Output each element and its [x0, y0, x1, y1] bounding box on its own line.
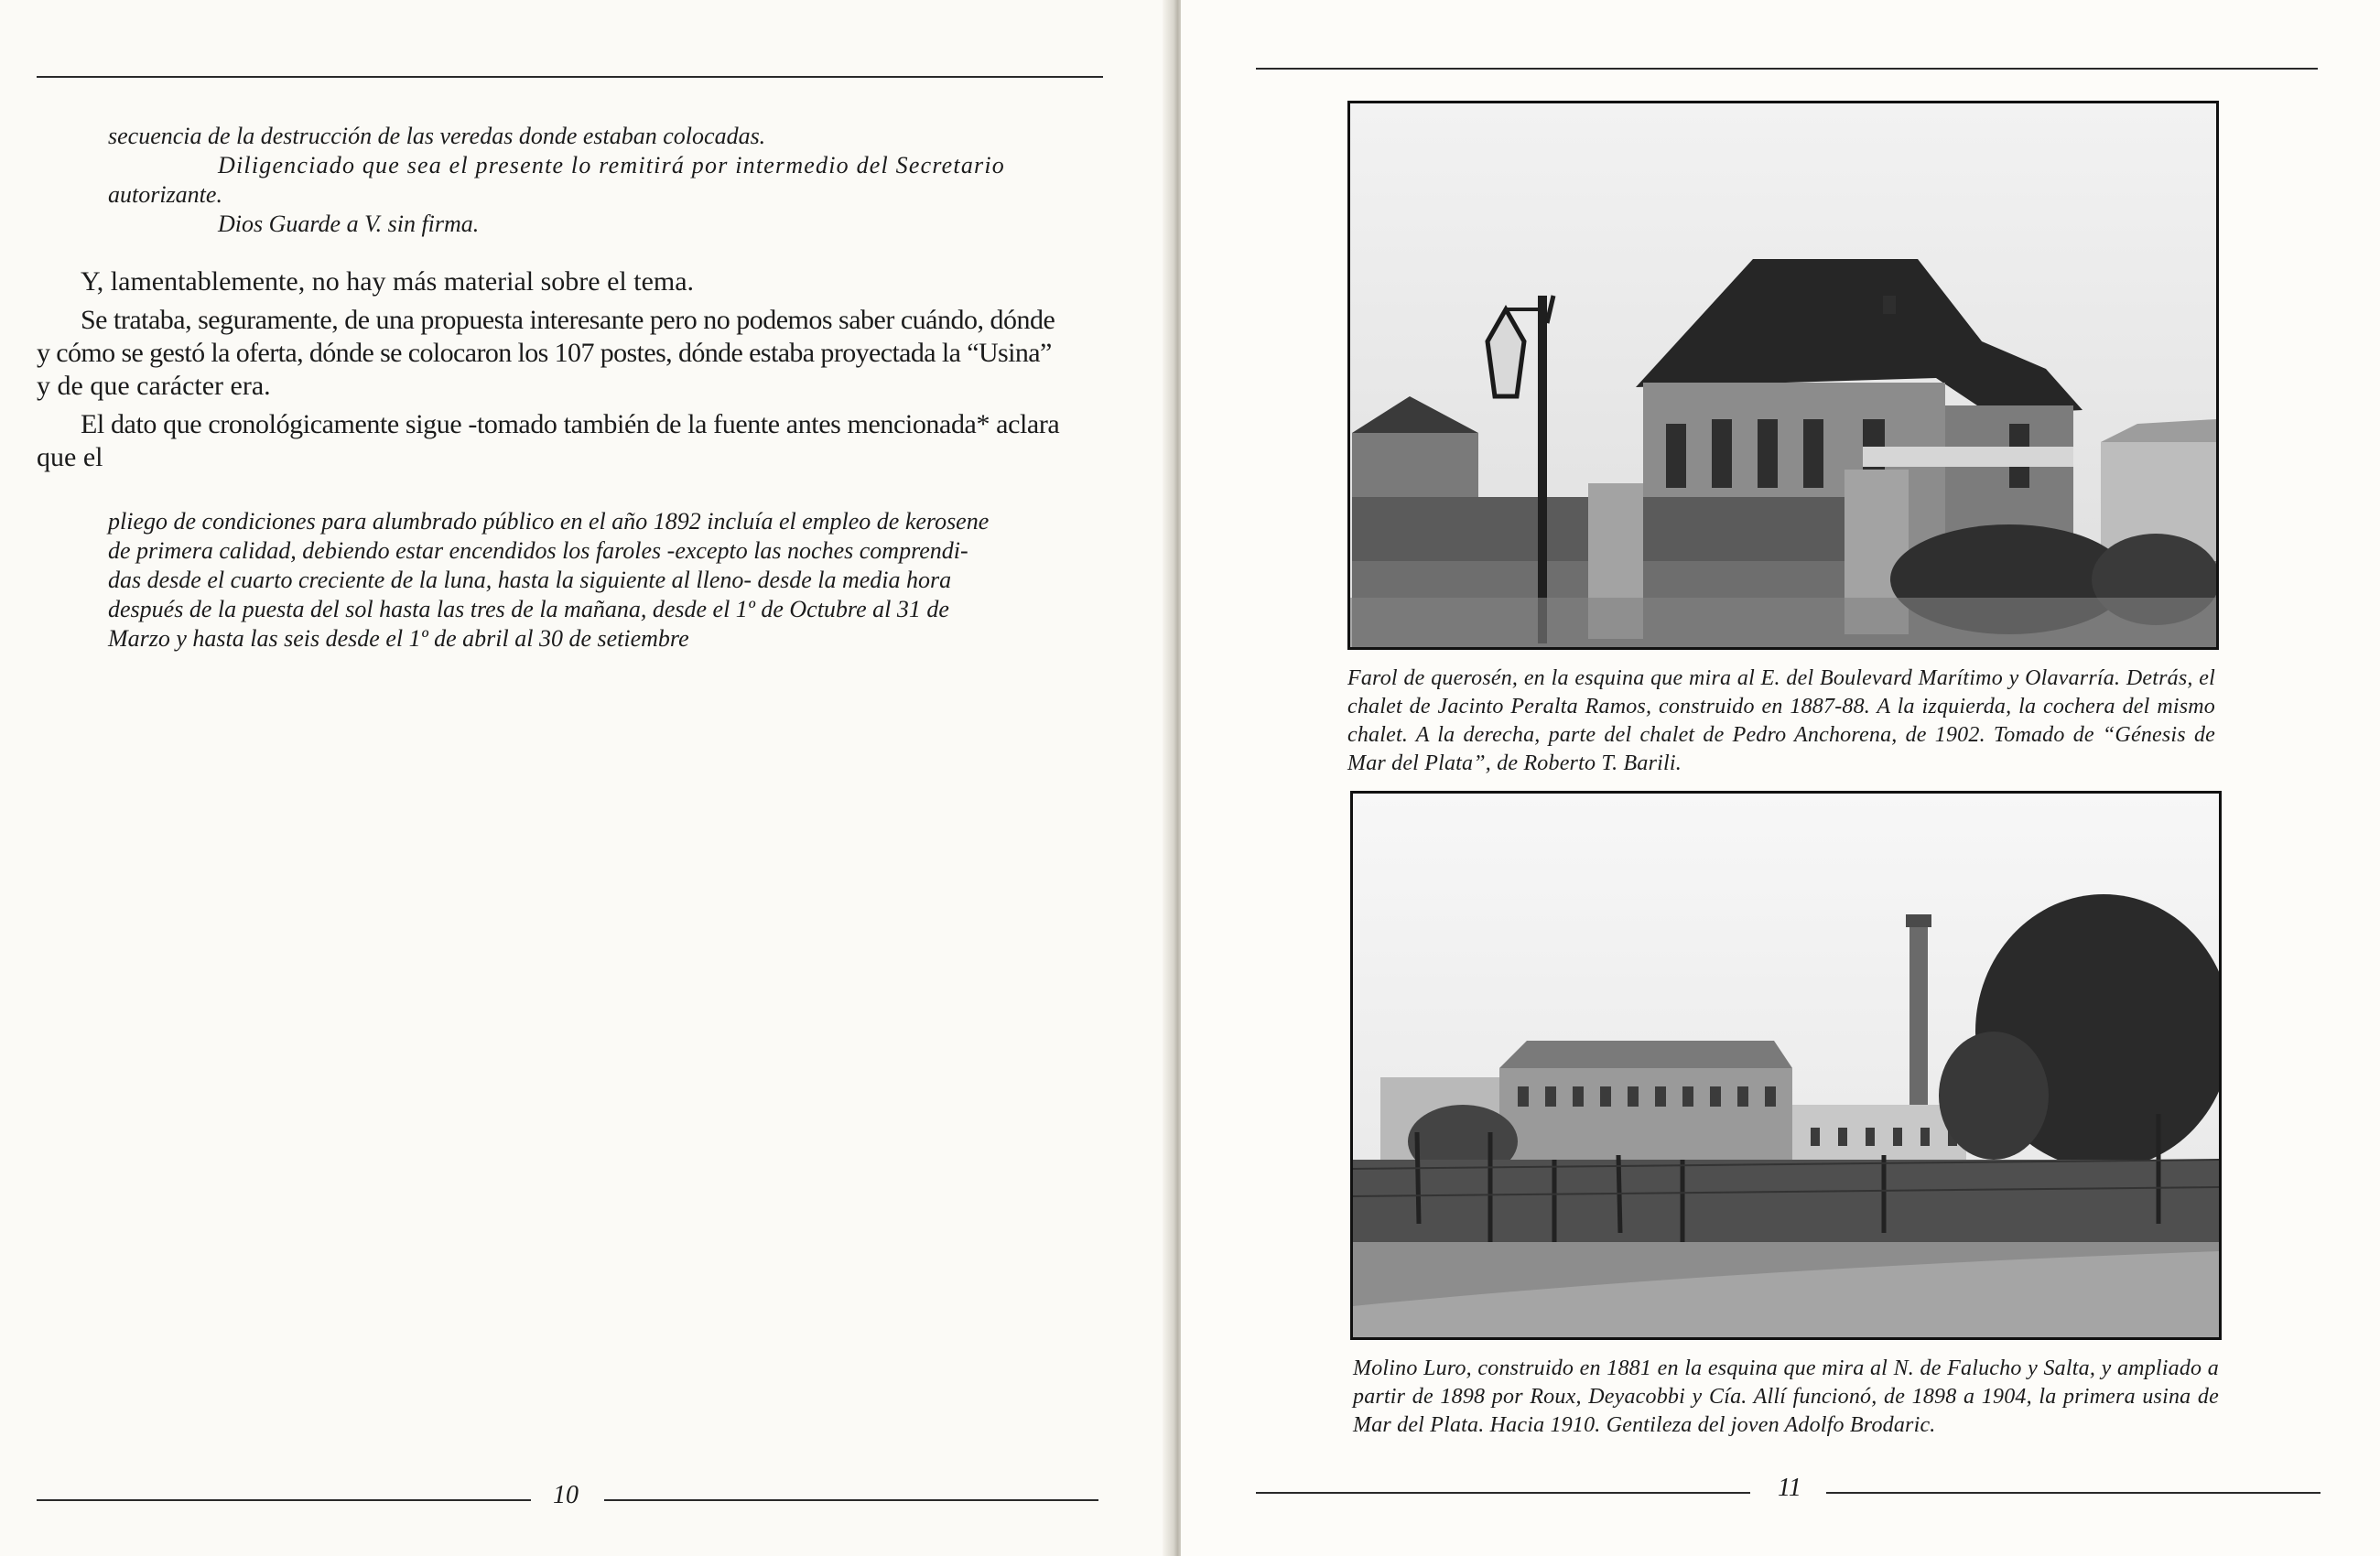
paragraph-line: que el [37, 442, 103, 472]
photo-chalet-farol [1347, 101, 2219, 650]
caption-chalet: Farol de querosén, en la esquina que mira al E. del Boulevard Marítimo y Olavarría. Detrás, el chalet de Jacinto Peralta Ramos, construido en 1887-88. A la izquierda, la cochera del mismo chalet. A la derecha, parte del chalet de Pedro Anchorena, de 1902. Tomado de “Génesis de Mar del Plata”, de Roberto T. Barili. [1347, 666, 2215, 775]
quote-bottom [108, 507, 989, 654]
paragraph-line: El dato que cronológicamente sigue -tomado también de la fuente antes mencionada* aclara [81, 409, 1060, 439]
header-rule [1256, 68, 2318, 70]
body-paragraphs [37, 265, 1103, 474]
quote-bottom-line: Marzo y hasta las seis desde el 1º de abril al 30 de setiembre [108, 625, 689, 652]
quote-bottom-line: de primera calidad, debiendo estar encendidos los faroles -excepto las noches comprendi- [108, 537, 968, 564]
left-page [0, 0, 1170, 1556]
footer-rule-right [1826, 1492, 2320, 1494]
quote-bottom-line: pliego de condiciones para alumbrado público en el año 1892 incluía el empleo de kerosene [108, 508, 990, 535]
quote-top-line: Dios Guarde a V. sin firma. [218, 211, 480, 237]
quote-top-line: Diligenciado que sea el presente lo remitirá por intermedio del Secretario [218, 152, 1005, 178]
quote-top-line: secuencia de la destrucción de las veredas donde estaban colocadas. [108, 123, 766, 149]
photo-molino-luro [1350, 791, 2222, 1340]
paragraph-line: y de que carácter era. [37, 371, 271, 401]
photo-molino-illustration [1353, 794, 2219, 1337]
page-number: 10 [553, 1481, 579, 1509]
quote-top-line: autorizante. [108, 181, 222, 208]
paragraph-line: y cómo se gestó la oferta, dónde se colocaron los 107 postes, dónde estaba proyectada la “Usina” [37, 338, 1052, 368]
footer-rule-right [604, 1499, 1098, 1501]
right-page [1181, 0, 2380, 1556]
quote-bottom-line: después de la puesta del sol hasta las tres de la mañana, desde el 1º de Octubre al 31 de [108, 596, 949, 622]
photo-chalet-illustration [1350, 103, 2216, 647]
caption-molino: Molino Luro, construido en 1881 en la esquina que mira al N. de Falucho y Salta, y ampliado a partir de 1898 por Roux, Deyacobbi y Cía. Allí funcionó, de 1898 a 1904, la primera usina de Mar del Plata. Hacia 1910. Gentileza del joven Adolfo Brodaric. [1353, 1356, 2219, 1437]
paragraph-line: Se trataba, seguramente, de una propuesta interesante pero no podemos saber cuándo, dónde [81, 305, 1055, 335]
footer-rule-left [1256, 1492, 1750, 1494]
footer-rule-left [37, 1499, 531, 1501]
page-number: 11 [1778, 1474, 1801, 1502]
quote-top [108, 122, 1005, 239]
quote-bottom-line: das desde el cuarto creciente de la luna, hasta la siguiente al lleno- desde la media hora [108, 567, 952, 593]
header-rule [37, 76, 1103, 78]
paragraph: Y, lamentablemente, no hay más material sobre el tema. [81, 266, 695, 297]
